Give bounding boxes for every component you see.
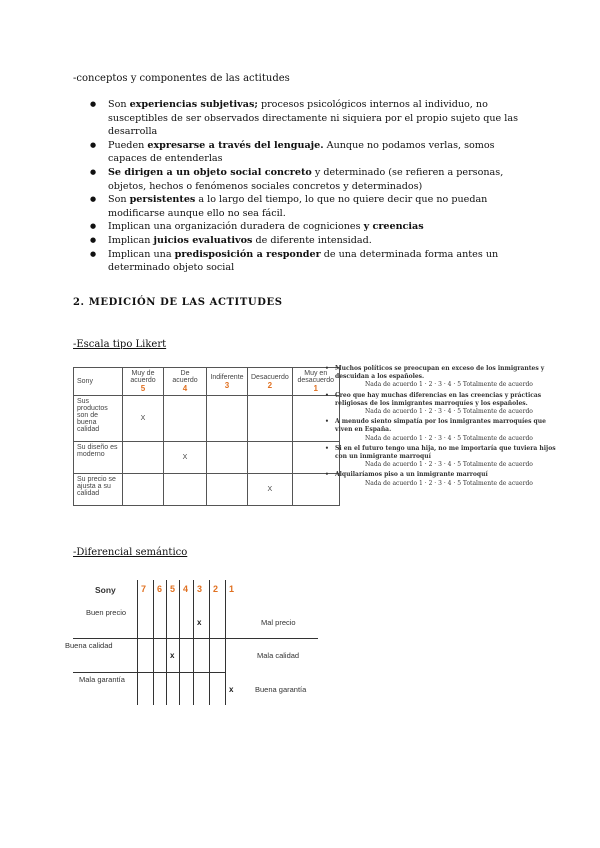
likert-cell [164,396,207,442]
likert-cell [248,442,293,474]
diff-row-divider [73,672,225,673]
diff-left-label: Mala garantía [79,675,125,684]
diff-grid-line [153,580,154,705]
list-item: ● Implican una predisposición a responder de una determinada forma antes un determinado objeto social [90,248,530,275]
likert-cell [207,474,248,506]
diff-left-label: Buen precio [86,608,127,617]
diff-row-divider [73,638,318,639]
diff-grid-line [137,580,138,705]
diff-mark: x [197,618,202,627]
diff-num: 4 [183,584,189,594]
diff-num: 6 [157,584,163,594]
diff-grid-line [209,580,210,705]
likert-mark: X [164,442,207,474]
statement: • Creo que hay muchas diferencias en las creencias y prácticas religiosas de los inmigrantes marroquíes y los españoles. [325,392,565,408]
list-item: ● Se dirigen a un objeto social concreto y determinado (se refieren a personas, objetos, hechos o fenómenos sociales concretos y determinados) [90,166,530,193]
diff-title: -Diferencial semántico [73,547,188,558]
likert-mark: X [123,396,164,442]
list-item: ● Son experiencias subjetivas; procesos psicológicos internos al individuo, no susceptibles de ser observados directamente ni siquiera por el propio sujeto que las desarrolla [90,98,530,139]
diff-mark: x [229,685,234,694]
section-heading: 2. MEDICIÓN DE LAS ACTITUDES [73,297,283,308]
diff-corner: Sony [95,585,116,595]
semantic-differential [65,580,318,705]
diff-grid-line [166,580,167,705]
attitude-components-list [90,98,530,275]
likert-mark: X [248,474,293,506]
statement-scale: Nada de acuerdo 1 · 2 · 3 · 4 · 5 Totalmente de acuerdo [365,434,533,442]
list-item: ● Implican juicios evaluativos de diferente intensidad. [90,234,530,248]
diff-right-label: Mala calidad [257,651,300,660]
likert-row-label: Su precio se ajusta a su calidad [74,474,123,506]
diff-num: 2 [213,584,219,594]
statement: • Alquilaríamos piso a un inmigrante marroquí [325,471,565,479]
likert-row-label: Su diseño es moderno [74,442,123,474]
list-item: ● Implican una organización duradera de cogniciones y creencias [90,220,530,234]
statement: • Si en el futuro tengo una hija, no me importaría que tuviera hijos con un inmigrante marroquí [325,445,565,461]
likert-col-header: Indiferente 3 [207,368,248,396]
diff-mark: x [170,651,175,660]
likert-cell [123,442,164,474]
diff-grid-line [193,580,194,705]
diff-grid-line [179,580,180,705]
list-item: ● Pueden expresarse a través del lenguaje. Aunque no podamos verlas, somos capaces de entenderlas [90,139,530,166]
likert-cell [207,442,248,474]
likert-corner: Sony [74,368,123,396]
likert-col-header: Muy en desacuerdo 1 [292,368,339,396]
statement-scale: Nada de acuerdo 1 · 2 · 3 · 4 · 5 Totalmente de acuerdo [365,479,533,487]
list-item: ● Son persistentes a lo largo del tiempo, lo que no quiere decir que no puedan modificarse aunque ello no sea fácil. [90,193,530,220]
likert-cell [207,396,248,442]
diff-num: 3 [197,584,203,594]
likert-title: -Escala tipo Likert [73,339,167,350]
diff-left-label: Buena calidad [65,641,113,650]
diff-right-label: Mal precio [261,618,296,627]
likert-table [73,367,340,506]
statement: • A menudo siento simpatía por los inmigrantes marroquíes que viven en España. [325,418,565,434]
statement-scale: Nada de acuerdo 1 · 2 · 3 · 4 · 5 Totalmente de acuerdo [365,461,533,469]
statement-scale: Nada de acuerdo 1 · 2 · 3 · 4 · 5 Totalmente de acuerdo [365,381,533,389]
likert-col-header: Desacuerdo 2 [248,368,293,396]
statement: • Muchos políticos se preocupan en exceso de los inmigrantes y descuidan a los españoles. [325,365,565,381]
likert-row-label: Sus productos son de buena calidad [74,396,123,442]
likert-cell [164,474,207,506]
diff-num: 1 [229,584,235,594]
diff-num: 5 [170,584,176,594]
likert-cell [123,474,164,506]
likert-cell [248,396,293,442]
intro-line: -conceptos y componentes de las actitudes [73,73,290,84]
diff-num: 7 [141,584,147,594]
statement-scale: Nada de acuerdo 1 · 2 · 3 · 4 · 5 Totalmente de acuerdo [365,408,533,416]
likert-col-header: Muy de acuerdo 5 [123,368,164,396]
likert-statements [325,365,565,490]
diff-grid-line [225,580,226,705]
likert-col-header: De acuerdo 4 [164,368,207,396]
diff-right-label: Buena garantía [255,685,307,694]
